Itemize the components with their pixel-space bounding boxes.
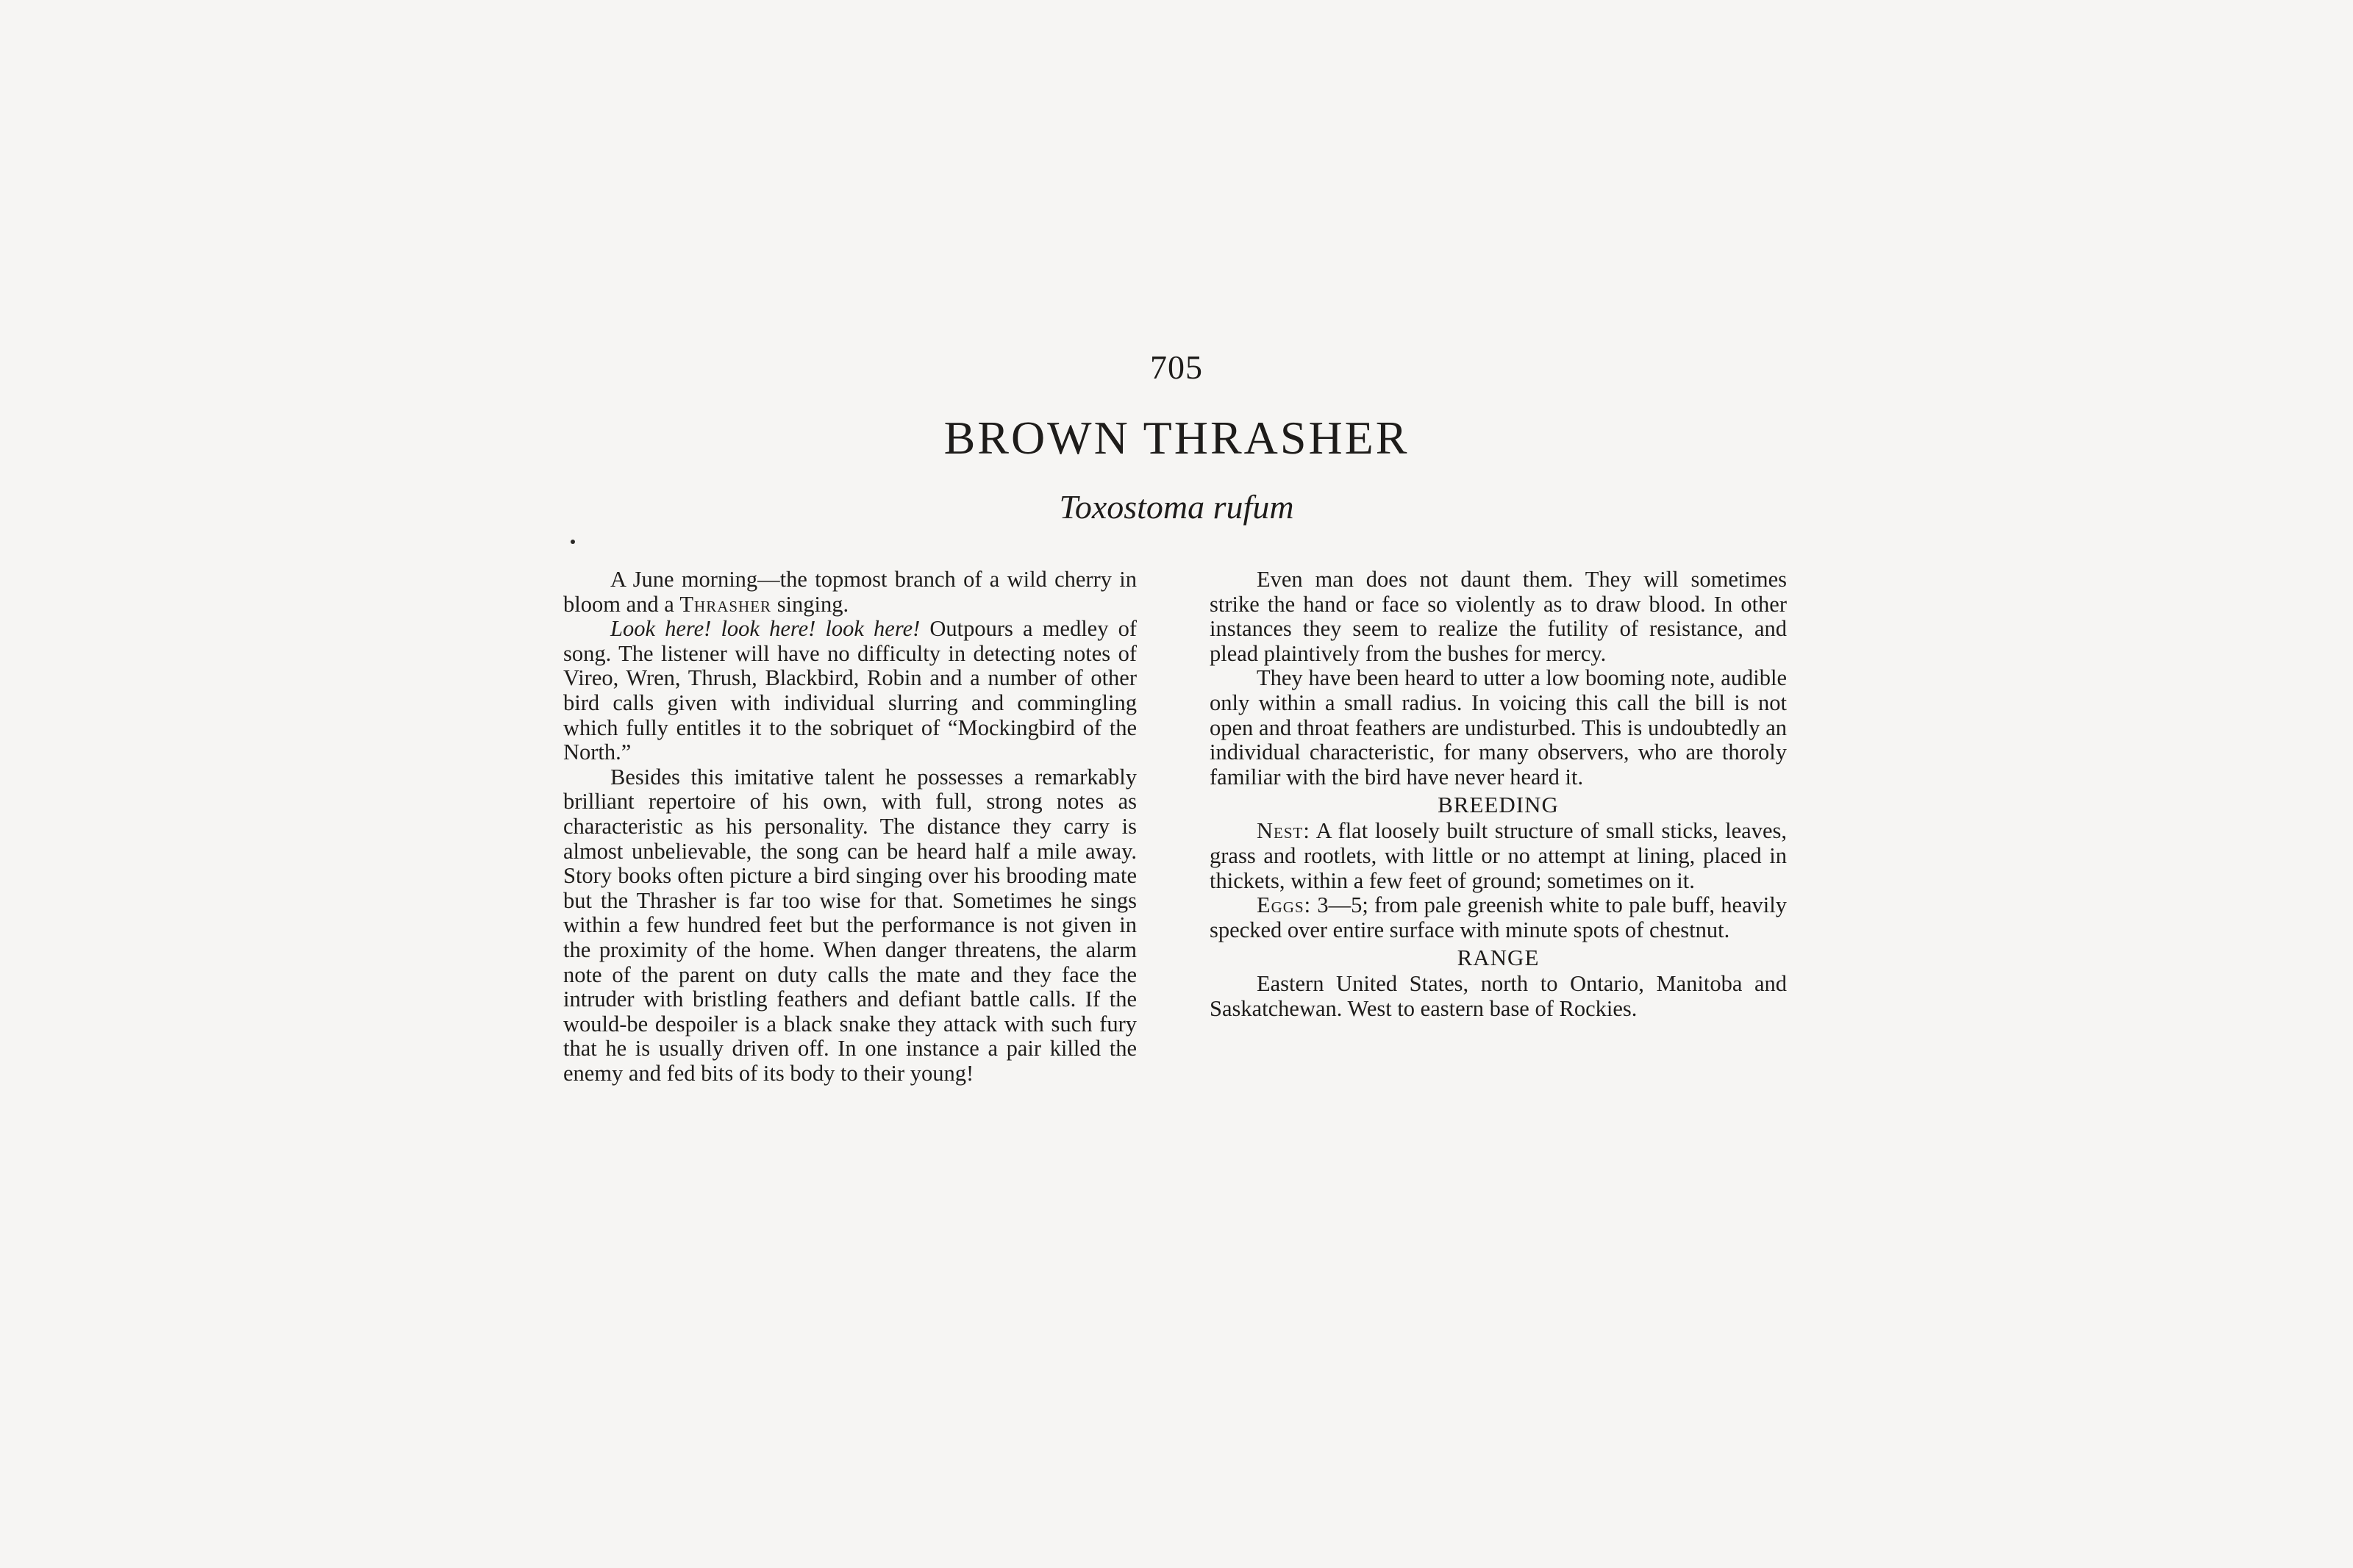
paragraph-daunt: Even man does not daunt them. They will sometimes strike the hand or face so violently as to draw blood. In other instances they seem to realize the futility of resistance, and plead plaintively from the bushes for mercy. — [1210, 567, 1787, 666]
intro-text-start: A June morning—the topmost branch of a wild cherry in bloom and a — [563, 567, 1137, 617]
thrasher-smallcaps: Thrasher — [679, 591, 772, 617]
scientific-name: Toxostoma rufum — [1059, 488, 1294, 526]
breeding-heading: BREEDING — [1438, 792, 1559, 818]
paragraph-song — [563, 617, 1137, 765]
right-column — [1210, 568, 1787, 1022]
eggs-label: Eggs: — [1257, 892, 1312, 918]
nest-label: Nest: — [1257, 818, 1310, 844]
paragraph-repertoire: Besides this imitative talent he possesses a remarkably brilliant repertoire of his own, with full, strong notes as characteristic as his personality. The distance they carry is almost unbelievable, the song can be heard half a mile away. Story books often picture a bird singing over his brooding mate but the Thrasher is far too wise for that. Sometimes he sings within a few hundred feet but the performance is not given in the proximity of the home. When danger threatens, the alarm note of the parent on duty calls the mate and they face the intruder with bristling feathers and defiant battle calls. If the would-be despoiler is a black snake they attack with such fury that he is usually driven off. In one instance a pair killed the enemy and fed bits of its body to their young! — [563, 764, 1137, 1086]
page-title: BROWN THRASHER — [943, 412, 1410, 464]
intro-text-end: singing. — [771, 591, 849, 617]
paragraph-nest — [1210, 819, 1787, 893]
left-column — [563, 568, 1137, 1086]
nest-text: A flat loosely built structure of small sticks, leaves, grass and rootlets, with little or no attempt at lining, placed in thickets, within a few feet of ground; sometimes on it. — [1210, 818, 1787, 893]
print-speck — [571, 540, 575, 544]
song-text: Outpours a medley of song. The listener will have no difficulty in detecting notes of Vireo, Wren, Thrush, Blackbird, Robin and a number of other bird calls given with individual slurring and commingling which fully entitles it to the sobriquet of “Mockingbird of the North.” — [563, 616, 1137, 765]
paragraph-range: Eastern United States, north to Ontario, Manitoba and Saskatchewan. West to eastern base of Rockies. — [1210, 971, 1787, 1021]
paragraph-intro — [563, 568, 1137, 617]
paragraph-booming-note: They have been heard to utter a low booming note, audible only within a small radius. In voicing this call the bill is not open and throat feathers are undisturbed. This is undoubtedly an individual characteristic, for many observers, who are thoroly familiar with the bird have never heard it. — [1210, 665, 1787, 790]
song-italic-phrase: Look here! look here! look here! — [610, 616, 921, 642]
eggs-text: 3—5; from pale greenish white to pale buff, heavily specked over entire surface with minute spots of chestnut. — [1210, 892, 1787, 942]
paragraph-eggs — [1210, 893, 1787, 942]
page-number: 705 — [1150, 348, 1203, 386]
range-heading: RANGE — [1457, 945, 1540, 971]
